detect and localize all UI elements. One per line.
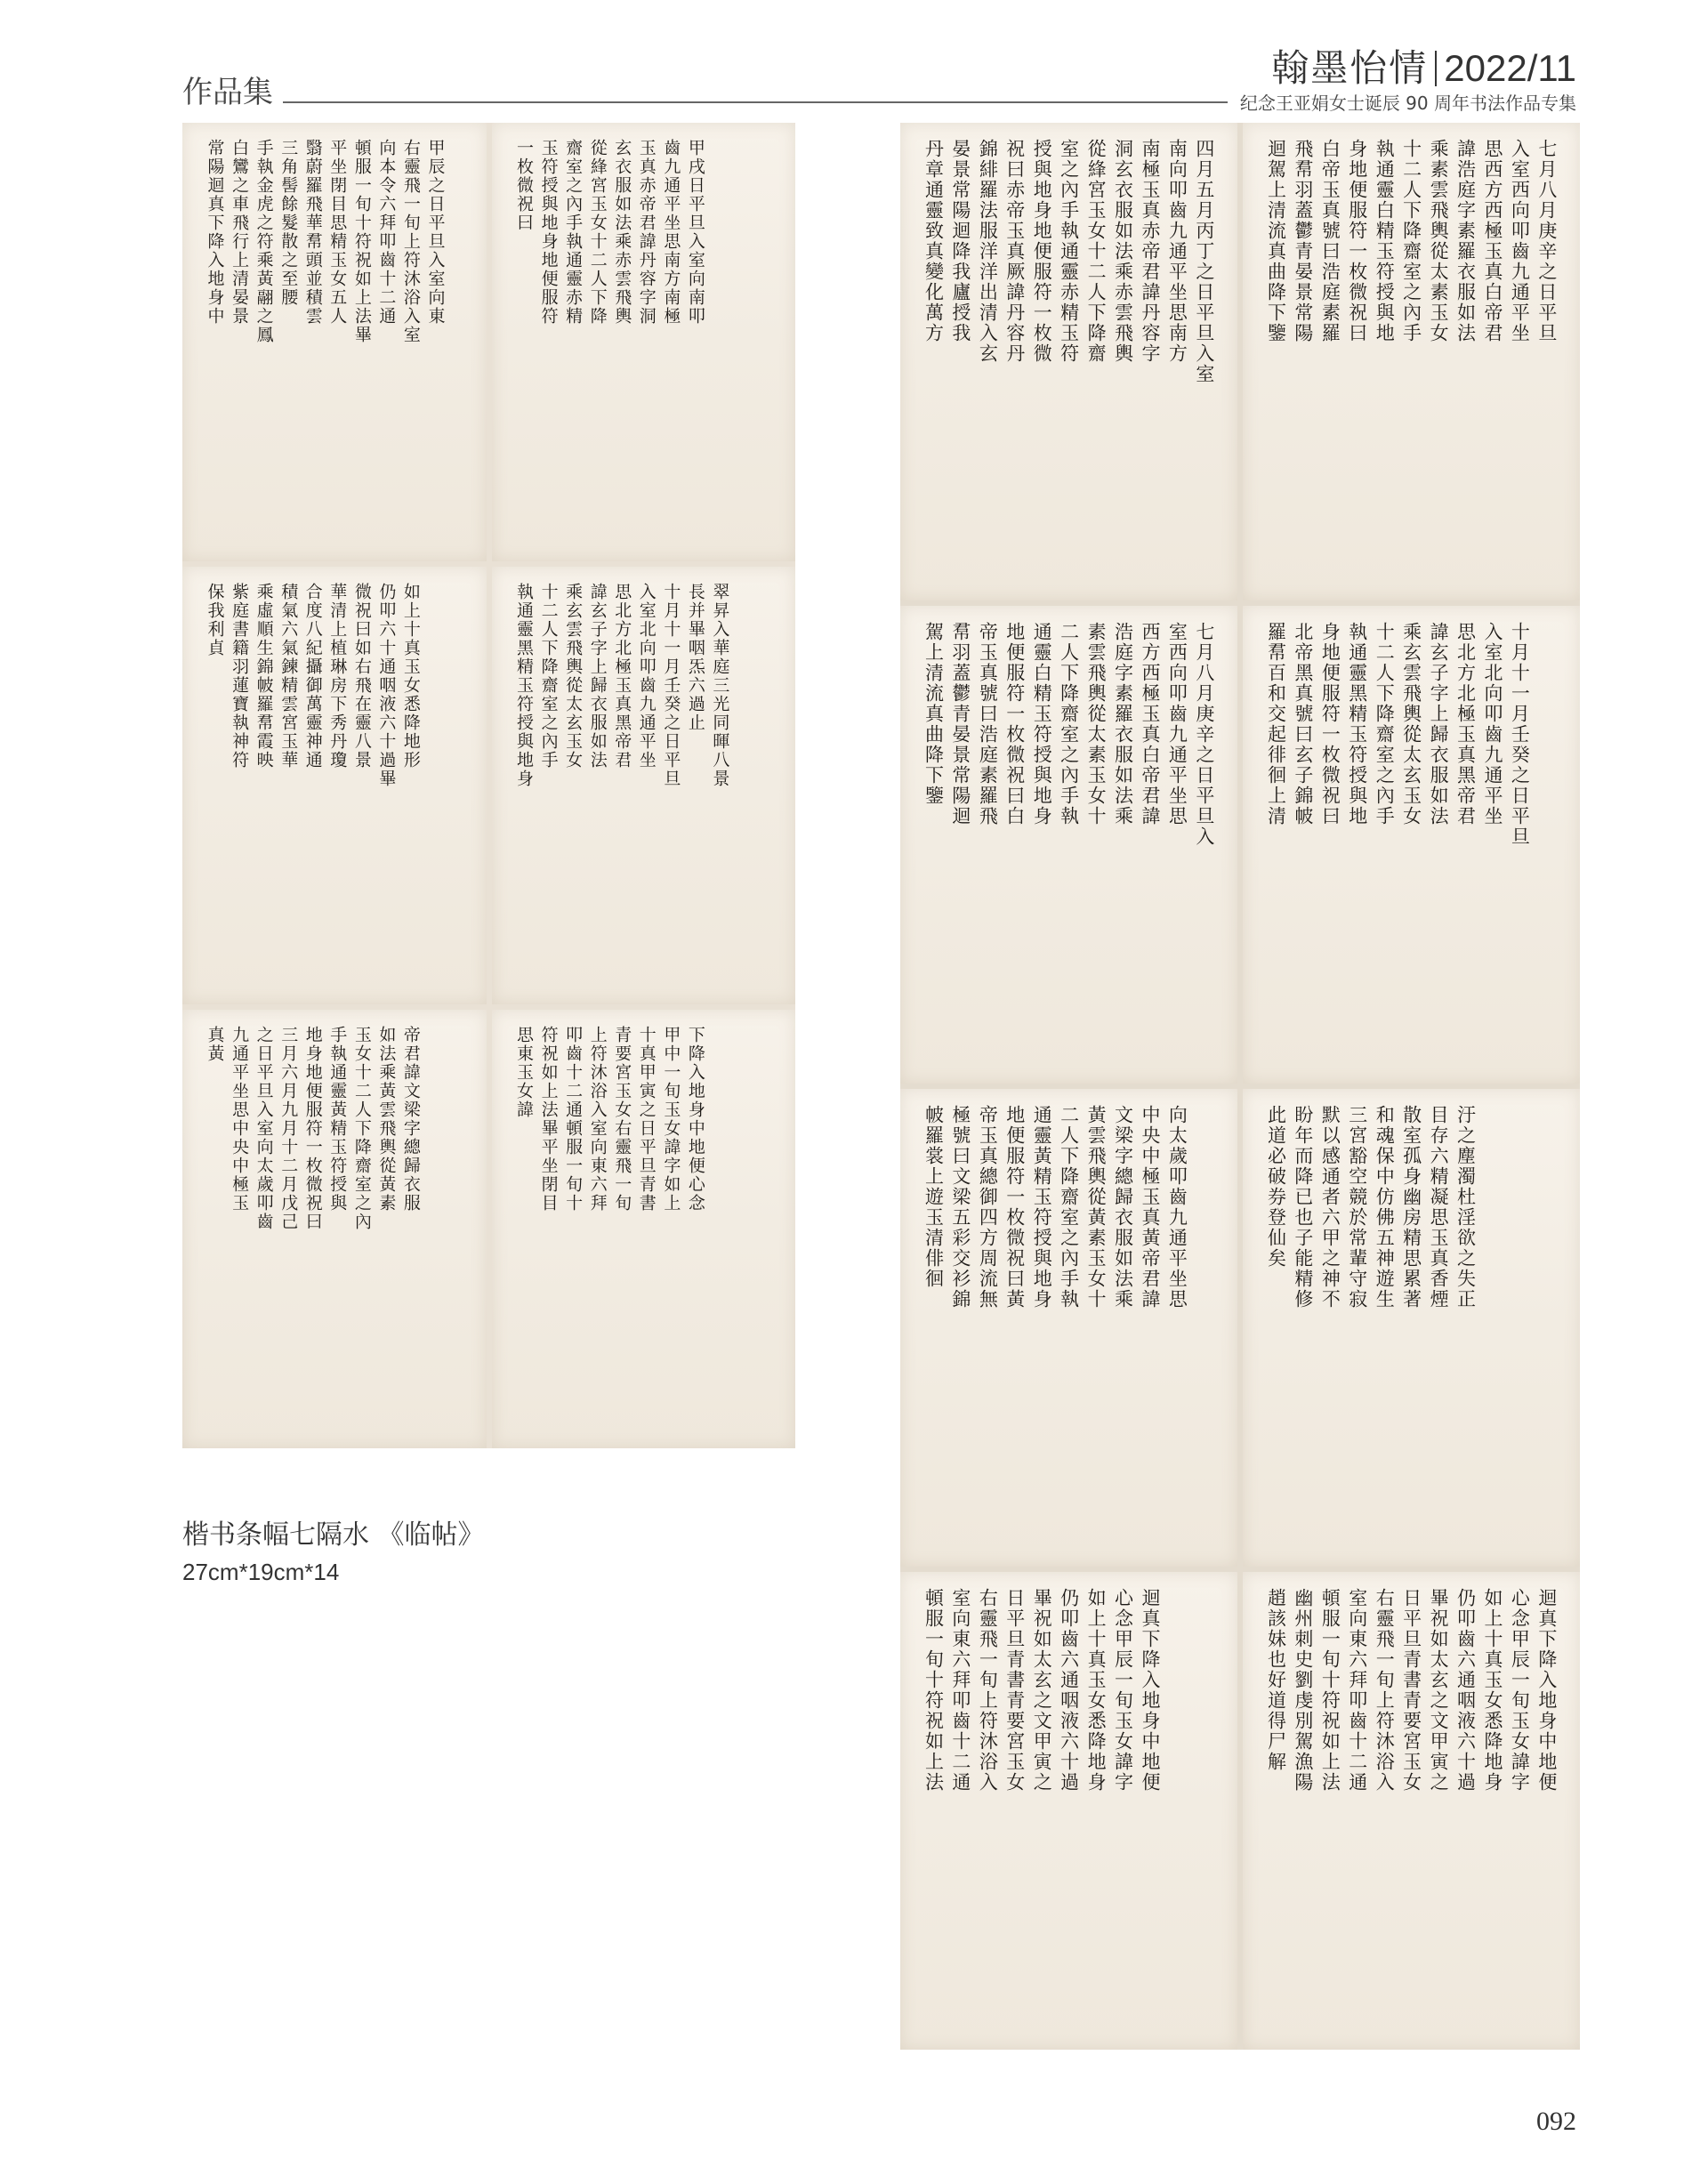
calligraphy-text: 翠昇入華庭三光同暉八景 長并畢咽炁六過止 十月十一月壬癸之日平旦 入室北向叩齒九通平坐 思北方北極玉真黑帝君 諱玄子字上歸衣服如法 乘玄雲飛輿從太玄玉女 十二人下降齋室之內手 執通靈黑精玉符授與地身 xyxy=(514,582,730,788)
calligraphy-sheet xyxy=(1243,606,1580,1084)
calligraphy-sheet xyxy=(900,1089,1237,1567)
publication-title xyxy=(1271,39,1576,93)
calligraphy-text: 甲戌日平旦入室向南叩 齒九通平坐思南方南極 玉真赤帝君諱丹容字洞 玄衣服如法乘赤雲飛輿 從綘宮玉女十二人下降 齋室之內手執通靈赤精 玉符授與地身地便服符 一枚微祝曰 xyxy=(514,139,705,326)
artwork-caption-title: 楷书条幅七隔水 《临帖》 xyxy=(182,1519,485,1551)
calligraphy-sheet xyxy=(1243,123,1580,600)
calligraphy-text: 七月八月庚辛之日平旦入 室西向叩齒九通平坐思 西方西極玉真白帝君諱 浩庭字素羅衣服如法乘 素雲飛輿從太素玉女十 二人下降齋室之內手執 通靈白精玉符授與地身 地便服符一枚微祝曰白 帝玉真號曰浩庭素羅飛 帬羽蓋鬱青晏景常陽迴 駕上清流真曲降下鑒 xyxy=(922,622,1215,847)
calligraphy-sheet xyxy=(492,1010,796,1448)
left-calligraphy-artwork xyxy=(182,123,795,1448)
calligraphy-text: 下降入地身中地便心念 甲中一旬玉女諱字如上 十真甲寅之日平旦青書 青要宮玉女右靈飛一旬 上符沐浴入室向東六拜 叩齒十二通頓服一旬十 符祝如上法畢平坐閉目 思東玉女諱 xyxy=(514,1026,705,1213)
calligraphy-sheet xyxy=(900,606,1237,1084)
right-calligraphy-artwork xyxy=(900,123,1580,2050)
title-separator xyxy=(1435,51,1437,86)
calligraphy-text: 四月五月丙丁之日平旦入室 南向叩齒九通平坐思南方 南極玉真赤帝君諱丹容字 洞玄衣服如法乘赤雲飛輿 從綘宮玉女十二人下降齋 室之內手執通靈赤精玉符 授與地身地便服符一枚微 祝曰赤帝玉真厥諱丹容丹 錦緋羅法服洋洋出清入玄 晏景常陽迴降我廬授我 丹章通靈致真變化萬方 xyxy=(922,139,1215,384)
calligraphy-sheet xyxy=(492,567,796,1005)
publication-name: 翰墨怡情 xyxy=(1271,46,1429,90)
calligraphy-sheet xyxy=(1243,1572,1580,2050)
calligraphy-sheet xyxy=(900,123,1237,600)
calligraphy-sheet xyxy=(1243,1089,1580,1567)
calligraphy-sheet xyxy=(900,1572,1237,2050)
calligraphy-sheet xyxy=(492,123,796,561)
calligraphy-text: 汙之塵濁杜淫欲之失正 目存六精凝思玉真香煙 散室孤身幽房精思累著 和魂保中仿佛五神遊生 三宮豁空競於常輩守寂 默以感通者六甲之神不 盼年而降已也子能精修 此道必破券登仙矣 xyxy=(1265,1105,1477,1310)
calligraphy-text: 帝君諱文梁字總歸衣服 如法乘黃雲飛輿從黃素 玉女十二人下降齋室之內 手執通靈黃精玉符授與 地身地便服符一枚微祝曰 三月六月九月十二月戊己 之日平旦入室向太歲叩齒 九通平坐思中央中極玉 真黃 xyxy=(205,1026,421,1232)
publication-subtitle: 纪念王亚娟女士诞辰 90 周年书法作品专集 xyxy=(1239,93,1576,114)
calligraphy-text: 甲辰之日平旦入室向東 右靈飛一旬上符沐浴入室 向本令六拜叩齒十二通 頓服一旬十符祝如上法畢 平坐閉目思精玉女五人 翳蔚羅飛華帬頭並積雲 三角髻餘髮散之至腰 手執金虎之符乘黃翮之鳳 白鸞之車飛行上清晏景 常陽迴真下降入地身中 xyxy=(205,139,446,344)
section-label: 作品集 xyxy=(182,75,273,110)
calligraphy-sheet xyxy=(182,1010,487,1448)
header-rule xyxy=(283,101,1228,103)
calligraphy-sheet xyxy=(182,567,487,1005)
calligraphy-text: 迴真下降入地身中地便 心念甲辰一旬玉女諱字 如上十真玉女悉降地身 仍叩齒六通咽液六十過 畢祝如太玄之文甲寅之 日平旦青書青要宮玉女 右靈飛一旬上符沐浴入 室向東六拜叩齒十二通 頓服一旬十符祝如上法 xyxy=(922,1588,1161,1793)
artwork-caption-size: 27cm*19cm*14 xyxy=(182,1559,340,1585)
calligraphy-text: 十月十一月壬癸之日平旦 入室北向叩齒九通平坐 思北方北極玉真黑帝君 諱玄子字上歸衣服如法 乘玄雲飛輿從太玄玉女 十二人下降齋室之內手 執通靈黑精玉符授與地 身地便服符一枚微祝曰 北帝黑真號曰玄子錦帔 羅帬百和交起徘徊上清 xyxy=(1265,622,1531,847)
publication-date: 2022/11 xyxy=(1444,47,1576,89)
calligraphy-text: 七月八月庚辛之日平旦 入室西向叩齒九通平坐 思西方西極玉真白帝君 諱浩庭字素羅衣服如法 乘素雲飛輿從太素玉女 十二人下降齋室之內手 執通靈白精玉符授與地 身地便服符一枚微祝曰 白帝玉真號曰浩庭素羅 飛帬羽蓋鬱青晏景常陽 迴駕上清流真曲降下鑒 xyxy=(1265,139,1558,343)
page-number: 092 xyxy=(1536,2107,1576,2136)
calligraphy-sheet xyxy=(182,123,487,561)
calligraphy-text: 如上十真玉女悉降地形 仍叩六十通咽液六十過畢 微祝曰如右飛在靈八景 華清上植琳房下秀丹瓊 合度八紀攝御萬靈神通 積氣六氣鍊精雲宮玉華 乘虛順生錦帔羅帬霞映 紫庭書籍羽蓮寶執神符 保我利貞 xyxy=(205,582,421,788)
calligraphy-text: 向太歲叩齒九通平坐思 中央中極玉真黃帝君諱 文梁字總歸衣服如法乘 黃雲飛輿從黃素玉女十 二人下降齋室之內手執 通靈黃精玉符授與地身 地便服符一枚微祝曰黃 帝玉真總御四方周流無 極號曰文梁五彩交衫錦 帔羅裳上遊玉清俳徊 xyxy=(922,1105,1188,1310)
calligraphy-text: 迴真下降入地身中地便 心念甲辰一旬玉女諱字 如上十真玉女悉降地身 仍叩齒六通咽液六十過 畢祝如太玄之文甲寅之 日平旦青書青要宮玉女 右靈飛一旬上符沐浴入 室向東六拜叩齒十二通 頓服一旬十符祝如上法 幽州刺史劉虔別駕漁陽 趙該妹也好道得尸解 xyxy=(1265,1588,1558,1793)
